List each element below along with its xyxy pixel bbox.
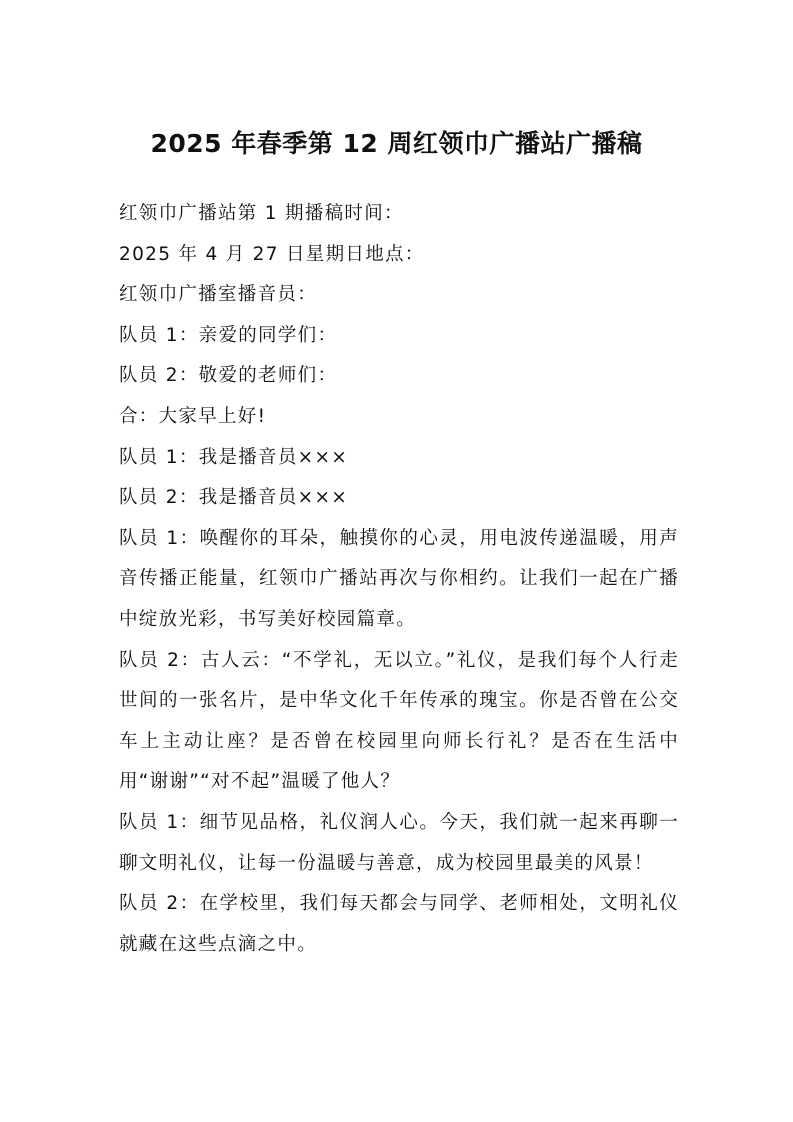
paragraph-announcer-2: 队员 2：我是播音员××× [119,487,349,509]
paragraph-greeting-teachers: 队员 2：敬爱的老师们： [119,365,338,387]
paragraph-good-morning: 合：大家早上好! [119,405,267,427]
paragraph-date: 2025 年 4 月 27 日星期日地点： [119,243,425,265]
paragraph-topic: 队员 1：细节见品格，礼仪润人心。今天，我们就一起来再聊一聊文明礼仪，让每一份温暖与善意，成为校园里最美的风景！ [119,811,679,874]
paragraph-announcer-1: 队员 1：我是播音员××× [119,446,349,468]
document-body [119,194,679,965]
document-title: 2025 年春季第 12 周红领巾广播站广播稿 [150,129,643,158]
paragraph-location: 红领巾广播室播音员： [119,284,318,306]
paragraph-broadcast-info: 红领巾广播站第 1 期播稿时间： [119,203,404,224]
paragraph-opening: 队员 1：唤醒你的耳朵，触摸你的心灵，用电波传递温暖，用声音传播正能量，红领巾广播站再次与你相约。让我们一起在广播中绽放光彩，书写美好校园篇章。 [119,527,679,630]
paragraph-greeting-students: 队员 1：亲爱的同学们： [119,324,338,346]
paragraph-school-life: 队员 2：在学校里，我们每天都会与同学、老师相处，文明礼仪就藏在这些点滴之中。 [119,893,679,955]
paragraph-etiquette-intro: 队员 2：古人云：“不学礼，无以立。”礼仪，是我们每个人行走世间的一张名片，是中华文化千年传承的瑰宝。你是否曾在公交车上主动让座？是否曾在校园里向师长行礼？是否在生活中用“谢谢”“对不起”温暖了他人？ [119,649,679,793]
